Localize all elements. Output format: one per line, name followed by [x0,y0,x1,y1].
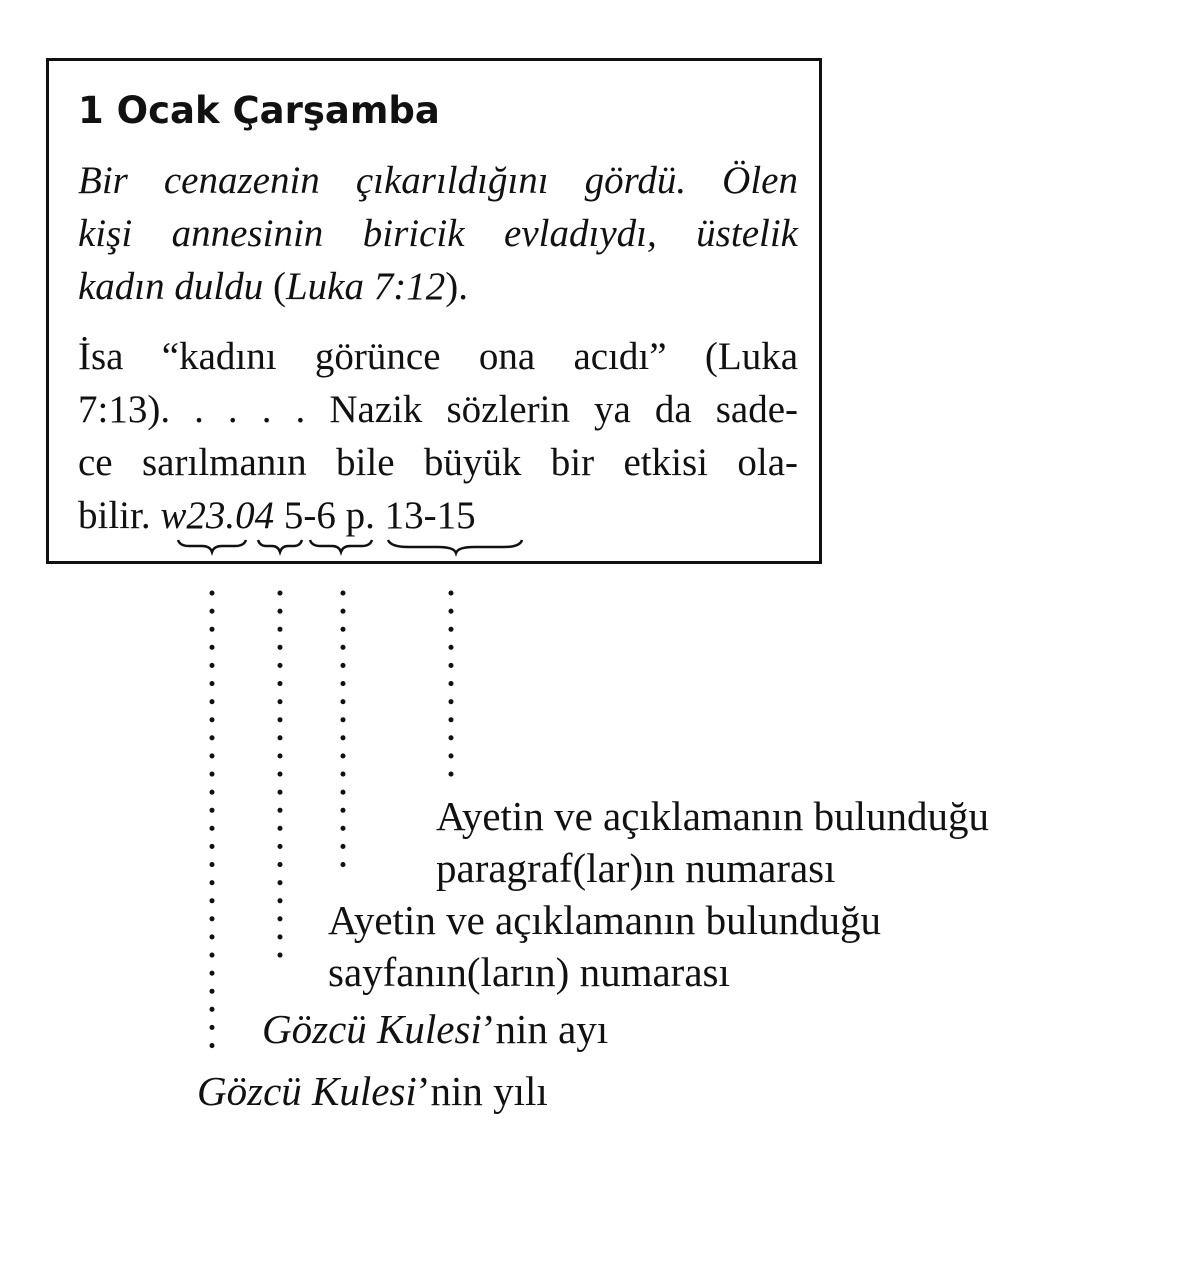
verse-line-text: kadın duldu [78,265,273,308]
citation-paragraphs: 5-6 [283,494,336,537]
comment-line [78,489,798,542]
comment-line-start: bilir. [78,494,161,537]
comment-line: İsa “kadını görünce ona acıdı” (Luka [78,335,798,378]
citation-braces [170,536,530,566]
label-month [262,1003,608,1055]
comment-text [78,330,798,542]
verse-line: Bir cenazenin çıkarıldığını gördü. Ölen [78,159,798,202]
label-pages-line: Ayetin ve açıklamanın bulunduğu [328,897,882,943]
label-pages-line: sayfanın(ların) numarası [328,949,730,995]
label-paragraphs-line: Ayetin ve açıklamanın bulunduğu [436,793,990,839]
verse-line [78,260,798,313]
label-pages [328,894,881,998]
citation-year: w23 [160,494,226,537]
citation-pages: p. 13-15 [345,494,476,537]
comment-line: ce sarılmanın bile büyük bir etkisi ola- [78,441,798,484]
brace-year [178,540,246,552]
scripture-verse [78,154,798,313]
open-paren: ( [272,265,286,308]
label-year [197,1065,548,1117]
label-paragraphs-line: paragraf(lar)ın numarası [436,845,836,891]
label-year-suffix: ’nin yılı [416,1068,548,1114]
verse-reference: Luka 7:12 [285,265,446,308]
comment-line: 7:13). . . . . Nazik sözlerin ya da sade- [78,388,798,431]
label-paragraphs [436,790,989,894]
label-month-title: Gözcü Kulesi [262,1006,482,1052]
brace-pages [388,540,522,553]
verse-line: kişi annesinin biricik evladıydı, üstelik [78,212,798,255]
label-year-title: Gözcü Kulesi [197,1068,417,1114]
entry-date: 1 Ocak Çarşamba [78,89,440,132]
brace-month [258,540,302,552]
brace-paragraphs [310,540,372,552]
citation-month: .04 [225,494,275,537]
label-month-suffix: ’nin ayı [481,1006,609,1052]
close-paren: ). [445,265,468,308]
